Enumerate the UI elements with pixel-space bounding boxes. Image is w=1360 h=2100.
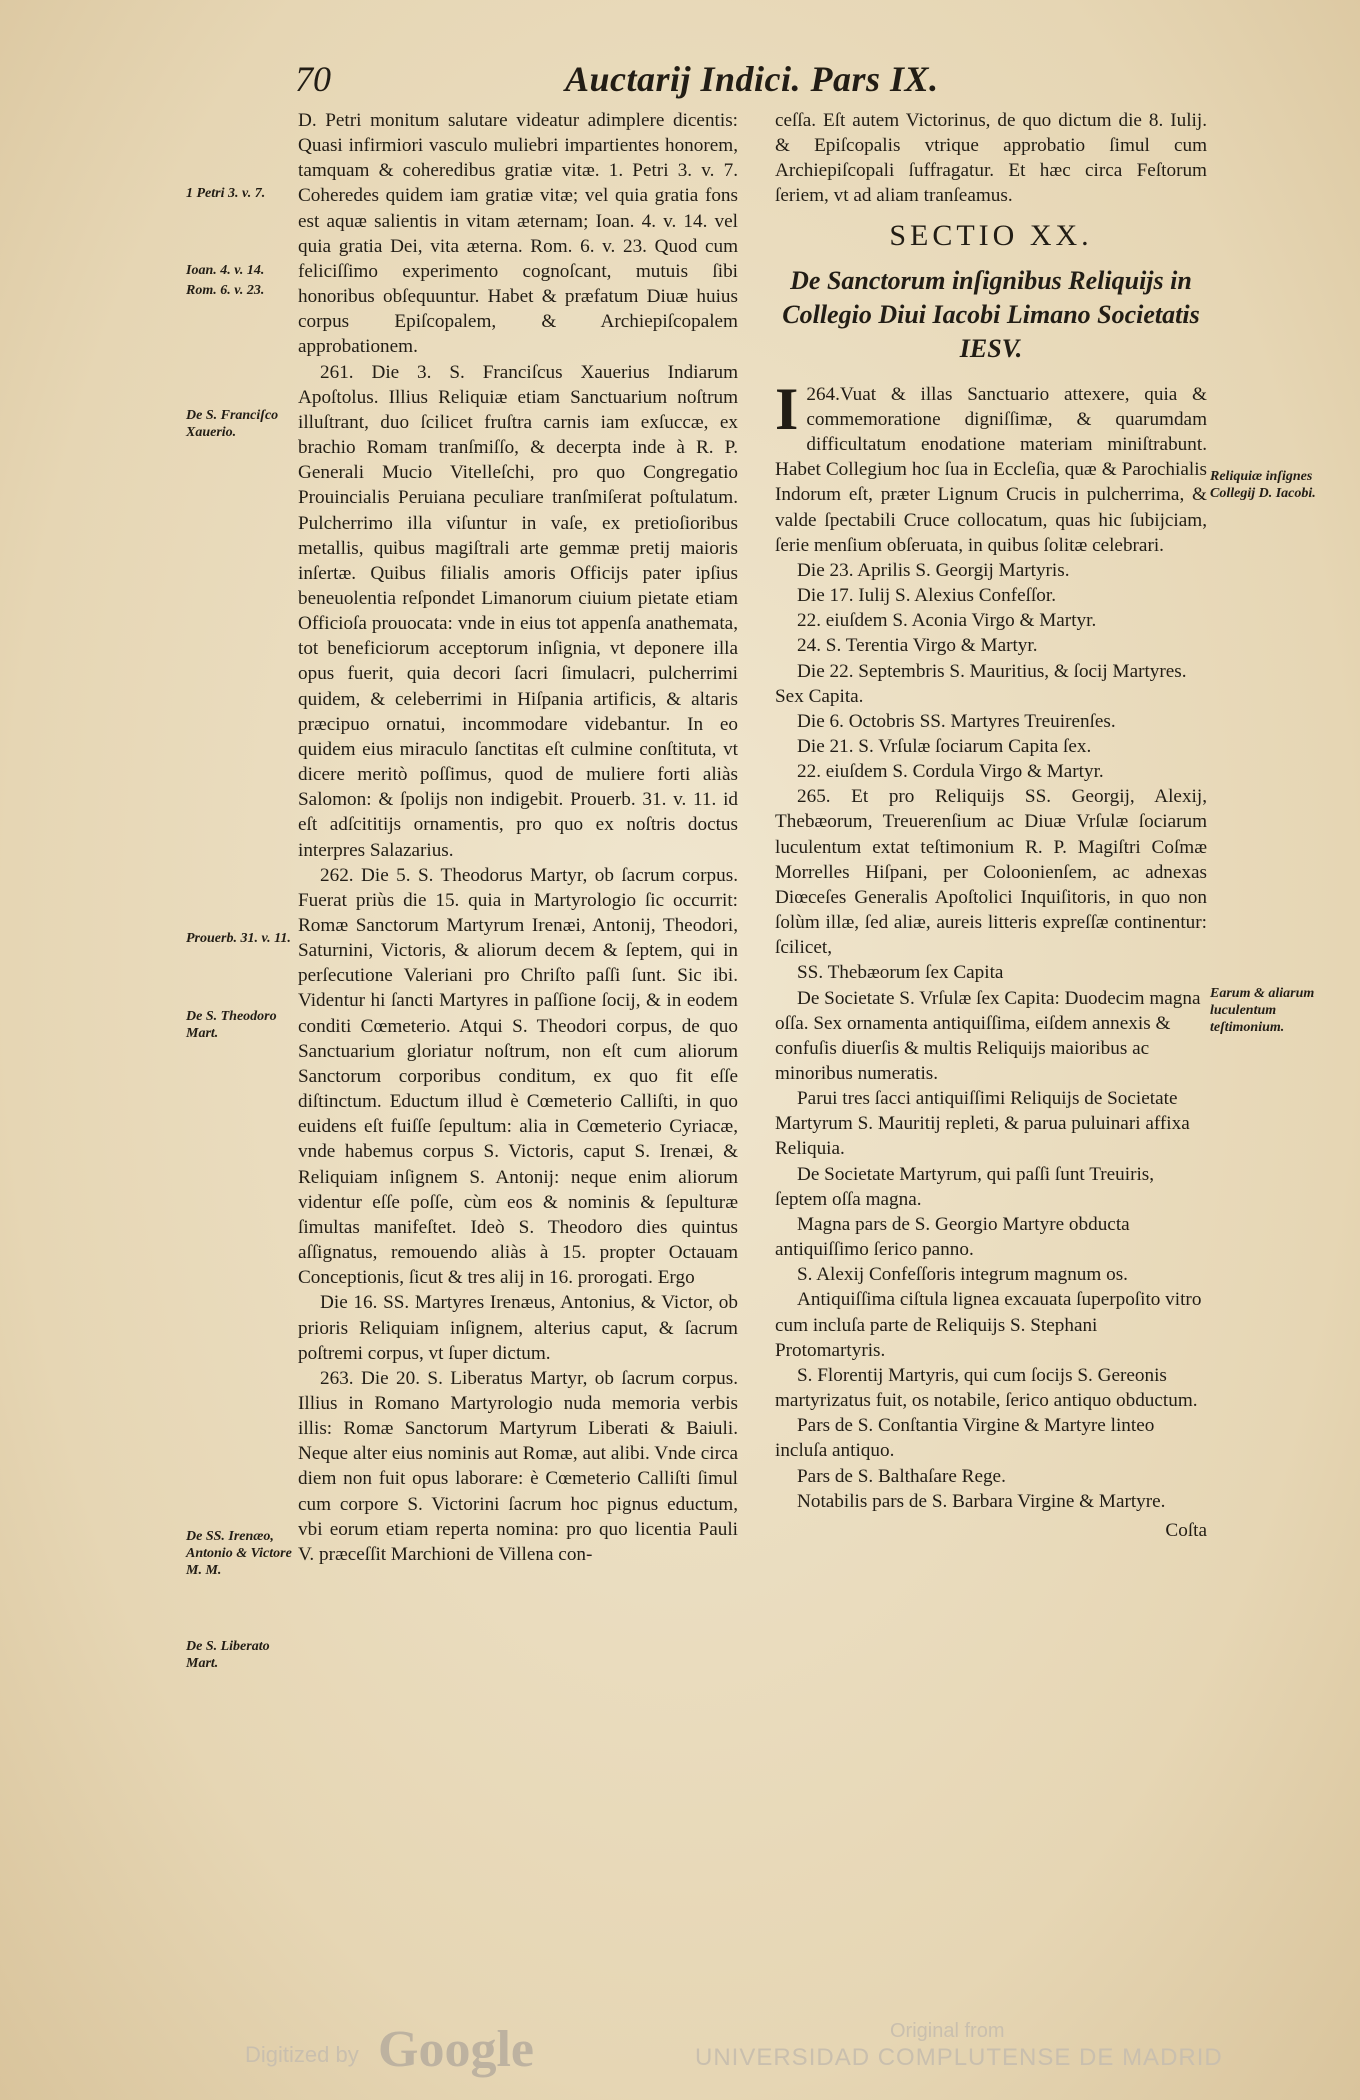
- margin-note-prouerb: Prouerb. 31. v. 11.: [186, 931, 291, 946]
- margin-note-ioan: Ioan. 4. v. 14.: [186, 263, 265, 278]
- paragraph-264-text: Vuat & illas Sanctuario attexere, quia & commemoratione digniſſimæ, & quarumdam difficultatum enodatione materiam miniſtrabunt. Habet Collegium hoc ſua in Eccleſia, quæ & Parochialis Indorum eſt, præter Lignum Crucis in pulcherrima, & valde ſpectabili Cruce collocatum, quas hic ſubijciam, ſerie menſium obſeruata, in quibus ſolitæ celebrari.: [775, 383, 1207, 556]
- relic-item: Notabilis pars de S. Barbara Virgine & Martyre.: [797, 1490, 1166, 1512]
- relic-item: Pars de S. Conſtantia Virgine & Martyre linteo incluſa antiquo.: [775, 1415, 1155, 1462]
- margin-note-irenaeo: De SS. Irenæo, Antonio & Victore M. M.: [186, 1529, 292, 1578]
- relic-item: S. Alexij Confeſſoris integrum magnum os.: [797, 1264, 1128, 1286]
- page-number: 70: [295, 59, 331, 99]
- margin-note-liberato: De S. Liberato Mart.: [186, 1639, 270, 1671]
- margin-note-rom: Rom. 6. v. 23.: [186, 283, 265, 298]
- feast-entry: 24. S. Terentia Virgo & Martyr.: [797, 635, 1038, 657]
- relic-item: Antiquiſſima ciſtula lignea excauata ſuperpoſito vitro cum incluſa parte de Reliquijs S. Stephani Protomartyris.: [775, 1289, 1202, 1361]
- paragraph-262: 262. Die 5. S. Theodorus Martyr, ob ſacrum corpus. Fuerat priùs die 15. quia in Martyrologio ſic occurrit: Romæ Sanctorum Martyrum Irenæi, Antonij, Theodori, Saturnini, Victoris, & aliorum decem & ſeptem, qui in perſecutione Valeriani pro Chriſto paſſi ſunt. Sic ibi. Videntur hi ſancti Martyres in paſſione ſocij, & in eodem conditi Cœmeterio. Atqui S. Theodori corpus, de quo Sanctuarium gloriatur noſtrum, non eſt cum aliorum Sanctorum corporibus conditum, ex quo fit eſſe diſtinctum. Eductum illud è Cœmeterio Calliſti, in quo euidens eſt fuiſſe ſepultum: alia in Cœmeterio Cyriacæ, vnde habemus corpus S. Victoris, caput S. Irenæi, & Reliquiam inſignem S. Antonij: neque enim aliorum videntur eſſe poſſe, cùm eos & nominis & ſepulturæ ſimultas manifeſtet. Ideò S. Theodoro dies quintus aſſignatus, remouendo aliàs à 15. propter Octauam Conceptionis, ſicut & tres alij in 16. prorogati. Ergo: [298, 864, 738, 1289]
- relic-item: Magna pars de S. Georgio Martyre obducta antiquiſſimo ſerico panno.: [775, 1213, 1130, 1261]
- margin-note-reliquiae: Reliquiæ inſignes Collegij D. Iacobi.: [1210, 469, 1316, 501]
- feast-entry: 22. eiuſdem S. Aconia Virgo & Martyr.: [797, 610, 1097, 632]
- margin-note-xauerius: De S. Franciſco Xauerio.: [186, 408, 279, 440]
- paragraph-intro: ceſſa. Eſt autem Victorinus, de quo dictum die 8. Iulij. & Epiſcopalis vtrique approbatio ſimul cum Archiepiſcopali ſuffragatur. Et hæc circa Feſtorum ſeriem, vt ad aliam tranſeamus.: [775, 110, 1207, 207]
- page-header: [295, 58, 1255, 104]
- catchword: Coſta: [1165, 1519, 1207, 1541]
- section-subtitle: De Sanctorum inſignibus Reliquijs in Collegio Diui Iacobi Limano Societatis IESV.: [782, 265, 1200, 363]
- paragraph-264: [775, 375, 1207, 558]
- relic-item: De Societate S. Vrſulæ ſex Capita: Duodecim magna oſſa. Sex ornamenta antiquiſſima, eiſdem annexis & confuſis diuerſis & multis Reliquijs maioribus ac minoribus numeratis.: [775, 987, 1201, 1084]
- paragraph-number: 264.: [806, 383, 840, 405]
- margin-note-testimonium: Earum & aliarum luculentum teſtimonium.: [1210, 986, 1315, 1035]
- drop-cap: I: [775, 375, 799, 442]
- feast-entry: Die 17. Iulij S. Alexius Confeſſor.: [797, 585, 1057, 607]
- library-name: UNIVERSIDAD COMPLUTENSE DE MADRID: [695, 2044, 1223, 2071]
- paragraph-die-16: Die 16. SS. Martyres Irenæus, Antonius, & Victor, ob prioris Reliquiam inſignem, alterius caput, & ſacrum poſtremi corpus, vt ſuper dictum.: [298, 1292, 738, 1364]
- feast-entry: Die 21. S. Vrſulæ ſociarum Capita ſex.: [797, 735, 1092, 757]
- paragraph-261: 261. Die 3. S. Franciſcus Xauerius Indiarum Apoſtolus. Illius Reliquiæ etiam Sanctuarium noſtrum illuſtrant, duo ſcilicet fruſtra carnis iam exſuccæ, ex brachio Romam tranſmiſſo, & decerpta inde à R. P. Generali Mucio Vitelleſchi, pro quo Congregatio Prouincialis Peruiana peculiare tranſmiſerat poſtulatum. Pulcherrimo illa viſuntur in vaſe, ex pretioſioribus metallis, quibus magiſtrali arte gemmæ pretij maioris inſertæ. Quibus filialis amoris Officijs pater ipſius beneuolentia reſpondet Limanorum ciuium pietate etiam Officioſa prouocata: vnde in eius tot appenſa anathemata, tot beneficiorum acceptorum inſignia, vt deponere illa opus fuerit, quia decori ſacri ſimulacri, pulcherrimi quidem, & celeberrimi in Hiſpania artificis, & altaris præcipuo ornatui, incommodare videbantur. In eo quidem eius miraculo ſanctitas eſt culmine conſtituta, vt dicere meritò poſſimus, quod de muliere forti aliàs Salomon: & ſpolijs non indigebit. Prouerb. 31. v. 11. id eſt adſcititijs ornamentis, pro quo ex noſtris doctus interpres Salazarius.: [298, 361, 738, 861]
- margin-note-theodoro: De S. Theodoro Mart.: [186, 1009, 277, 1041]
- running-title: Auctarij Indici. Pars IX.: [565, 59, 939, 99]
- feast-entry: Die 6. Octobris SS. Martyres Treuirenſes.: [797, 710, 1116, 732]
- digitization-watermark: [0, 2020, 1360, 2080]
- relic-item: S. Florentij Martyris, qui cum ſocijs S. Gereonis martyrizatus fuit, os notabile, ſerico antiquo obductum.: [775, 1364, 1198, 1412]
- feast-entry: 22. eiuſdem S. Cordula Virgo & Martyr.: [797, 761, 1104, 783]
- digitized-by-label: Digitized by: [245, 2042, 359, 2067]
- left-column: [298, 108, 738, 1567]
- paragraph-petri: D. Petri monitum salutare videatur adimplere dicentis: Quasi infirmiori vasculo muliebri impartientes honorem, tamquam & coheredibus gratiæ vitæ. 1. Petri 3. v. 7. Coheredes quidem iam gratiæ vitæ; vel quia gratia fons est aquæ salientis in vitam æternam; Ioan. 4. v. 14. vel quia gratia Dei, vita æterna. Rom. 6. v. 23. Quod cum feliciſſimo experimento cognoſcant, mutuis ſibi honoribus obſequuntur. Habet & præfatum Diuæ huius corpus Epiſcopalem, & Archiepiſcopalem approbationem.: [298, 110, 738, 358]
- relic-item: Pars de S. Balthaſare Rege.: [797, 1465, 1006, 1487]
- relic-item: Parui tres ſacci antiquiſſimi Reliquijs de Societate Martyrum S. Mauritij repleti, & parua puluinari affixa Reliquia.: [775, 1088, 1190, 1160]
- google-logo: Google: [378, 2021, 534, 2078]
- feast-entry: Die 22. Septembris S. Mauritius, & ſocij Martyres. Sex Capita.: [775, 660, 1187, 707]
- original-from-label: Original from: [890, 2020, 1005, 2042]
- feast-entry: Die 23. Aprilis S. Georgij Martyris.: [797, 559, 1070, 581]
- paragraph-263: 263. Die 20. S. Liberatus Martyr, ob ſacrum corpus. Illius in Romano Martyrologio nuda memoria verbis illis: Romæ Sanctorum Martyrum Liberati & Baiuli. Neque alter eius nominis aut Romæ, aut alibi. Vnde circa diem non fuit opus laborare: è Cœmeterio Calliſti ſimul cum corpore S. Victorini ſacrum hoc pignus eductum, vbi eorum etiam reperta nomina: pro quo licentia Pauli V. præceſſit Marchioni de Villena con-: [298, 1367, 738, 1565]
- right-column: [775, 108, 1207, 1543]
- relic-item: SS. Thebæorum ſex Capita: [797, 962, 1004, 984]
- margin-note-petri: 1 Petri 3. v. 7.: [186, 186, 266, 201]
- relic-item: De Societate Martyrum, qui paſſi ſunt Treuiris, ſeptem oſſa magna.: [775, 1163, 1155, 1210]
- paragraph-265: 265. Et pro Reliquijs SS. Georgij, Alexij, Thebæorum, Treuerenſium ac Diuæ Vrſulæ ſociarum luculentum extat teſtimonium R. P. Magiſtri Coſmæ Morrelles Hiſpani, per Coloonienſem, ac adnexas Diœceſes Generalis Apoſtolici Inquiſitoris, in quo non ſolùm illæ, ſed aliæ, aureis litteris expreſſæ continentur: ſcilicet,: [775, 786, 1207, 959]
- section-title: SECTIO XX.: [889, 218, 1093, 252]
